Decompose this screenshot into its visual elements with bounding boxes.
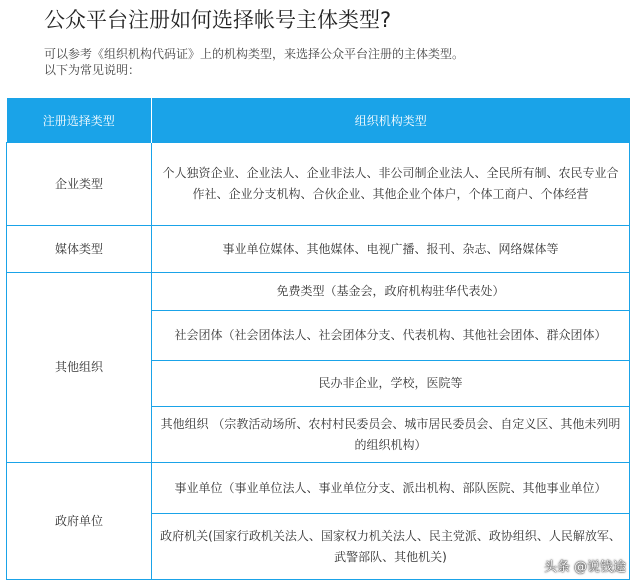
- table-header-row: [7, 98, 630, 143]
- org-types-cell: 事业单位（事业单位法人、事业单位分支、派出机构、部队医院、其他事业单位）: [152, 463, 630, 514]
- org-types-cell: 个人独资企业、企业法人、企业非法人、非公司制企业法人、全民所有制、农民专业合作社、企业分支机构、合伙企业、其他企业个体户，个体工商户、个体经营: [152, 143, 630, 226]
- page-title: 公众平台注册如何选择帐号主体类型?: [44, 8, 392, 32]
- table-row: [7, 143, 630, 226]
- table-row: [7, 463, 630, 514]
- table-row: [7, 273, 630, 311]
- intro-line-2: 以下为常见说明：: [44, 63, 141, 77]
- org-types-cell: 其他组织 （宗教活动场所、农村村民委员会、城市居民委员会、自定义区、其他未列明的组织机构）: [152, 407, 630, 463]
- org-types-cell: 民办非企业，学校，医院等: [152, 361, 630, 407]
- intro-line-1: 可以参考《组织机构代码证》上的机构类型，来选择公众平台注册的主体类型。: [44, 47, 465, 61]
- header-registration-type: 注册选择类型: [7, 98, 152, 143]
- account-type-table: [6, 98, 630, 580]
- org-types-cell: 社会团体（社会团体法人、社会团体分支、代表机构、其他社会团体、群众团体）: [152, 311, 630, 361]
- org-types-cell: 免费类型（基金会，政府机构驻华代表处）: [152, 273, 630, 311]
- category-enterprise: 企业类型: [7, 143, 152, 226]
- org-types-cell: 政府机关(国家行政机关法人、国家权力机关法人、民主党派、政协组织、人民解放军、武警部队、其他机关): [152, 514, 630, 580]
- header-organization-type: 组织机构类型: [152, 98, 630, 143]
- category-media: 媒体类型: [7, 226, 152, 273]
- watermark: 头条 @说钱途: [543, 560, 626, 575]
- table-row: [7, 226, 630, 273]
- category-government-unit: 政府单位: [7, 463, 152, 580]
- intro-text: [44, 46, 464, 78]
- category-other-organization: 其他组织: [7, 273, 152, 463]
- org-types-cell: 事业单位媒体、其他媒体、电视广播、报刊、杂志、网络媒体等: [152, 226, 630, 273]
